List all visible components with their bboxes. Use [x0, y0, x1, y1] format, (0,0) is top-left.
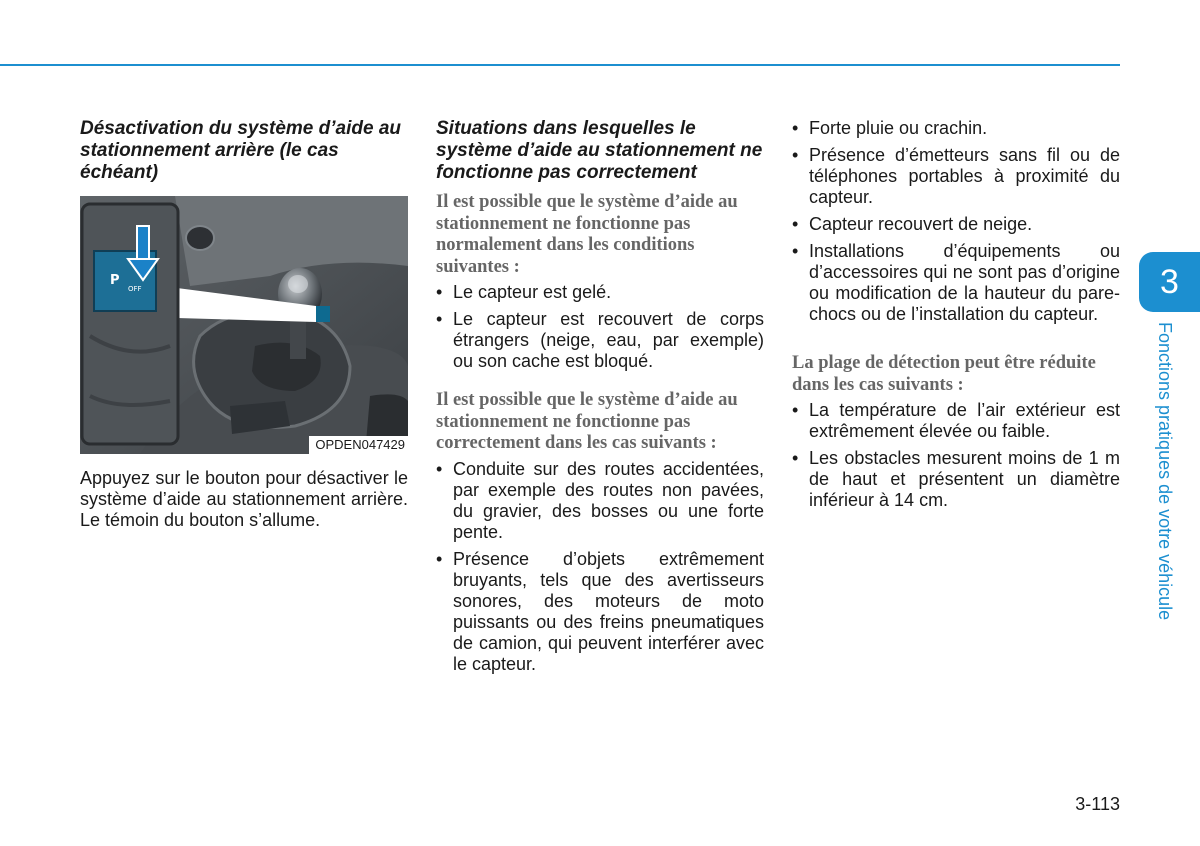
- list-reduced-range: [792, 400, 1120, 511]
- list-more-conditions: [792, 118, 1120, 325]
- page-number: 3-113: [1075, 794, 1120, 814]
- subheading-reduced-range: La plage de détection peut être réduite dans les cas suivants :: [792, 353, 1096, 395]
- top-rule: [0, 64, 1120, 66]
- console-button-figure: [80, 196, 408, 454]
- list-item: • Forte pluie ou crachin.: [792, 118, 1120, 139]
- section-heading-deactivation: Désactivation du système d’aide au stationnement arrière (le cas échéant): [80, 118, 402, 183]
- svg-text:OFF: OFF: [128, 285, 142, 293]
- console-illustration: [80, 196, 408, 454]
- column-1: [80, 118, 408, 531]
- section-heading-situations: Situations dans lesquelles le système d’aide au stationnement ne fonctionne pas correctement: [436, 118, 763, 183]
- list-item: • Installations d’équipements ou d’accessoires qui ne sont pas d’origine ou modification de la hauteur du pare-chocs ou de l’installation du capteur.: [792, 241, 1120, 325]
- subheading-incorrect: Il est possible que le système d’aide au stationnement ne fonctionne pas correctement dans les cas suivants :: [436, 390, 738, 453]
- deactivation-instructions: Appuyez sur le bouton pour désactiver le système d’aide au stationnement arrière. Le témoin du bouton s’allume.: [80, 468, 408, 530]
- chapter-tab: 3: [1139, 252, 1200, 312]
- list-item: • Présence d’objets extrêmement bruyants, tels que des avertisseurs sonores, des moteurs de moto puissants ou des freins pneumatiques de camion, qui peuvent interférer avec le capteur.: [436, 549, 764, 675]
- column-2: [436, 118, 764, 681]
- list-item: • Le capteur est gelé.: [436, 282, 764, 303]
- subheading-abnormal: Il est possible que le système d’aide au stationnement ne fonctionne pas normalement dans les conditions suivantes :: [436, 192, 738, 277]
- column-3: [792, 118, 1120, 517]
- list-item: • Présence d’émetteurs sans fil ou de téléphones portables à proximité du capteur.: [792, 145, 1120, 208]
- chapter-title: Fonctions pratiques de votre véhicule: [1155, 322, 1175, 621]
- list-item: • Conduite sur des routes accidentées, par exemple des routes non pavées, du gravier, des bosses ou une forte pente.: [436, 459, 764, 543]
- list-item: • La température de l’air extérieur est extrêmement élevée ou faible.: [792, 400, 1120, 442]
- list-abnormal-conditions: [436, 282, 764, 372]
- list-item: • Les obstacles mesurent moins de 1 m de haut et présentent un diamètre inférieur à 14 cm.: [792, 448, 1120, 511]
- list-incorrect-conditions: [436, 459, 764, 675]
- list-item: • Le capteur est recouvert de corps étrangers (neige, eau, par exemple) ou son cache est bloqué.: [436, 309, 764, 372]
- figure-code: OPDEN047429: [309, 436, 408, 454]
- list-item: • Capteur recouvert de neige.: [792, 214, 1120, 235]
- svg-text:P: P: [110, 273, 120, 288]
